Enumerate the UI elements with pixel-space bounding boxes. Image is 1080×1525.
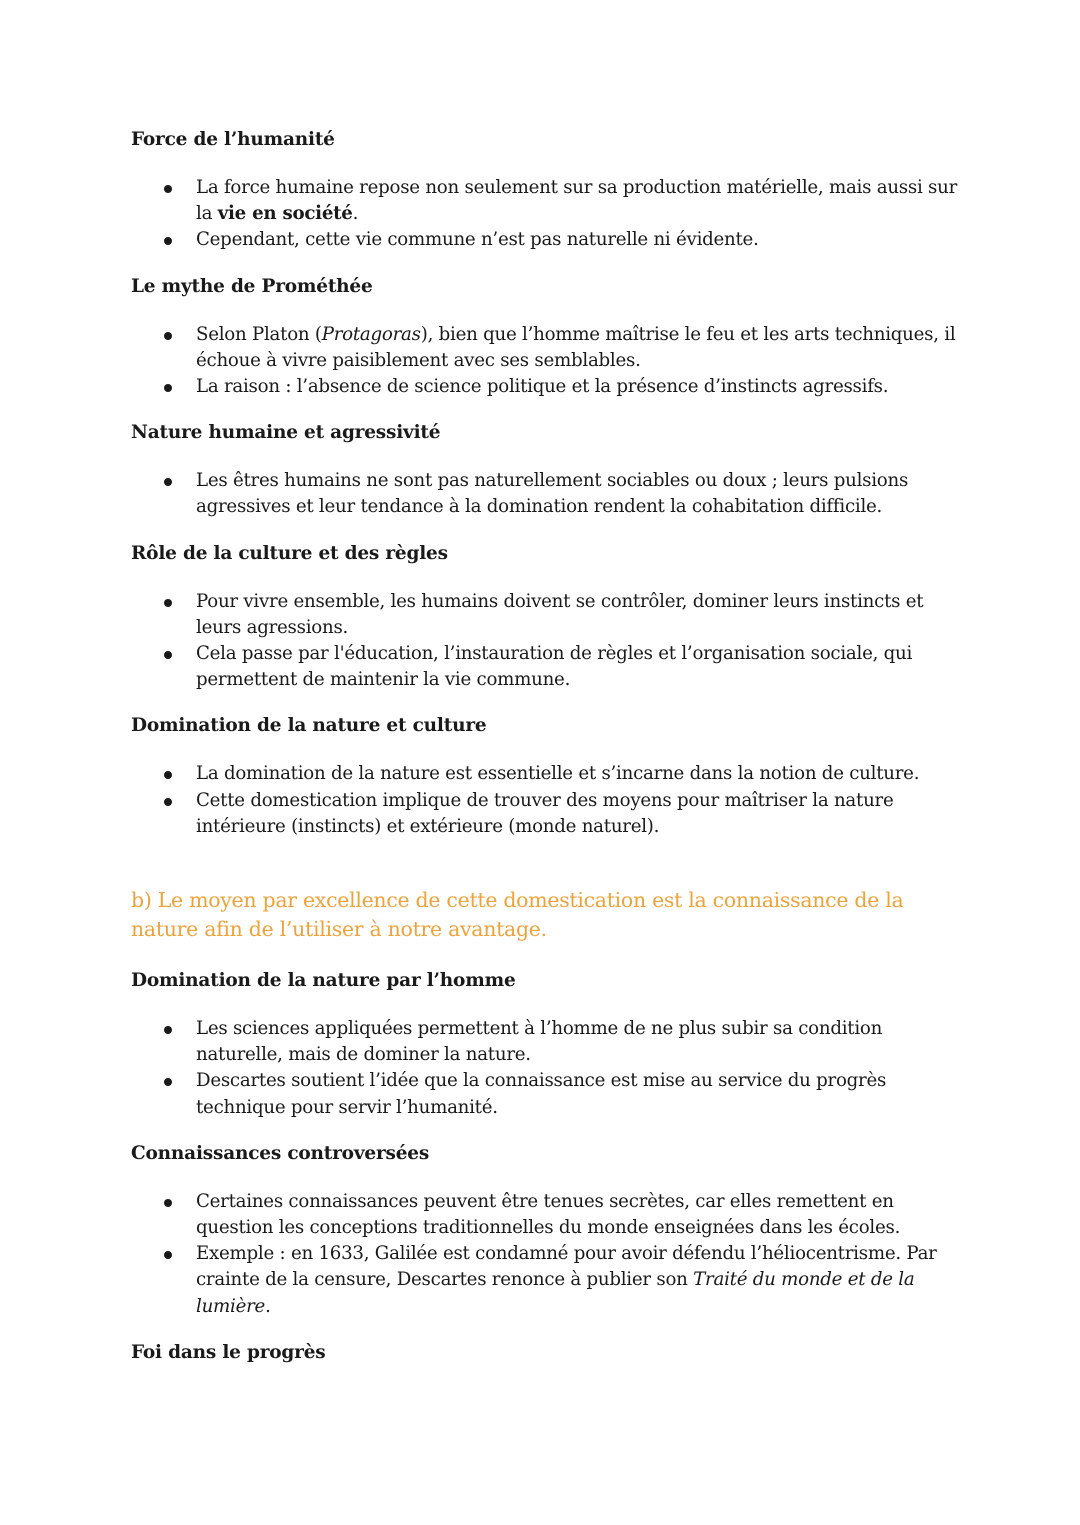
list-item: Les êtres humains ne sont pas naturellement sociables ou doux ; leurs pulsions agressives et leur tendance à la domination rendent la cohabitation difficile. <box>131 468 961 520</box>
list-item: Exemple : en 1633, Galilée est condamné pour avoir défendu l’héliocentrisme. Par crainte de la censure, Descartes renonce à publier son Traité du monde et de la lumière. <box>131 1241 961 1320</box>
bullet-list <box>131 322 961 401</box>
bullet-icon <box>164 332 172 340</box>
bullet-icon <box>164 478 172 486</box>
list-item: Cela passe par l'éducation, l’instauration de règles et l’organisation sociale, qui permettent de maintenir la vie commune. <box>131 641 961 693</box>
emphasis-italic: Protagoras <box>321 323 421 345</box>
section-heading-role-culture: Rôle de la culture et des règles <box>131 542 448 564</box>
subheading-b: b) Le moyen par excellence de cette domestication est la connaissance de la nature afin de l’utiliser à notre avantage. <box>131 888 904 942</box>
section-heading-domination-homme: Domination de la nature par l’homme <box>131 970 516 992</box>
bullet-list <box>131 175 961 254</box>
section-heading-nature-humaine: Nature humaine et agressivité <box>131 422 441 444</box>
document-page <box>131 127 961 1388</box>
list-item: Cette domestication implique de trouver des moyens pour maîtriser la nature intérieure (instincts) et extérieure (monde naturel). <box>131 788 961 840</box>
bullet-list <box>131 1189 961 1320</box>
bullet-icon <box>164 384 172 392</box>
emphasis-bold: vie en société <box>217 203 353 225</box>
bullet-list <box>131 468 961 520</box>
bullet-icon <box>164 185 172 193</box>
list-item: Certaines connaissances peuvent être tenues secrètes, car elles remettent en question les conceptions traditionnelles du monde enseignées dans les écoles. <box>131 1189 961 1241</box>
bullet-icon <box>164 237 172 245</box>
section-heading-domination-culture: Domination de la nature et culture <box>131 715 487 737</box>
bullet-icon <box>164 1199 172 1207</box>
section-heading-mythe-promethee: Le mythe de Prométhée <box>131 275 373 297</box>
bullet-icon <box>164 771 172 779</box>
bullet-icon <box>164 651 172 659</box>
emphasis-italic: Traité du monde et de la lumière <box>196 1269 915 1317</box>
bullet-icon <box>164 1078 172 1086</box>
section-heading-connaissances-controversees: Connaissances controversées <box>131 1142 430 1164</box>
bullet-list <box>131 1016 961 1121</box>
section-heading-force-humanite: Force de l’humanité <box>131 129 335 150</box>
bullet-icon <box>164 1026 172 1034</box>
list-item: Les sciences appliquées permettent à l’homme de ne plus subir sa condition naturelle, mais de dominer la nature. <box>131 1016 961 1068</box>
list-item: Selon Platon (Protagoras), bien que l’homme maîtrise le feu et les arts techniques, il échoue à vivre paisiblement avec ses semblables. <box>131 322 961 374</box>
list-item: La raison : l’absence de science politique et la présence d’instincts agressifs. <box>131 374 961 400</box>
bullet-icon <box>164 1251 172 1259</box>
list-item: La domination de la nature est essentielle et s’incarne dans la notion de culture. <box>131 761 961 787</box>
section-heading-foi-progres: Foi dans le progrès <box>131 1341 326 1363</box>
bullet-list <box>131 589 961 694</box>
bullet-icon <box>164 599 172 607</box>
list-item: Descartes soutient l’idée que la connaissance est mise au service du progrès technique pour servir l’humanité. <box>131 1068 961 1120</box>
bullet-icon <box>164 798 172 806</box>
bullet-list <box>131 761 961 840</box>
list-item: La force humaine repose non seulement sur sa production matérielle, mais aussi sur la vie en société. <box>131 175 961 227</box>
list-item: Cependant, cette vie commune n’est pas naturelle ni évidente. <box>131 227 961 253</box>
list-item: Pour vivre ensemble, les humains doivent se contrôler, dominer leurs instincts et leurs agressions. <box>131 589 961 641</box>
